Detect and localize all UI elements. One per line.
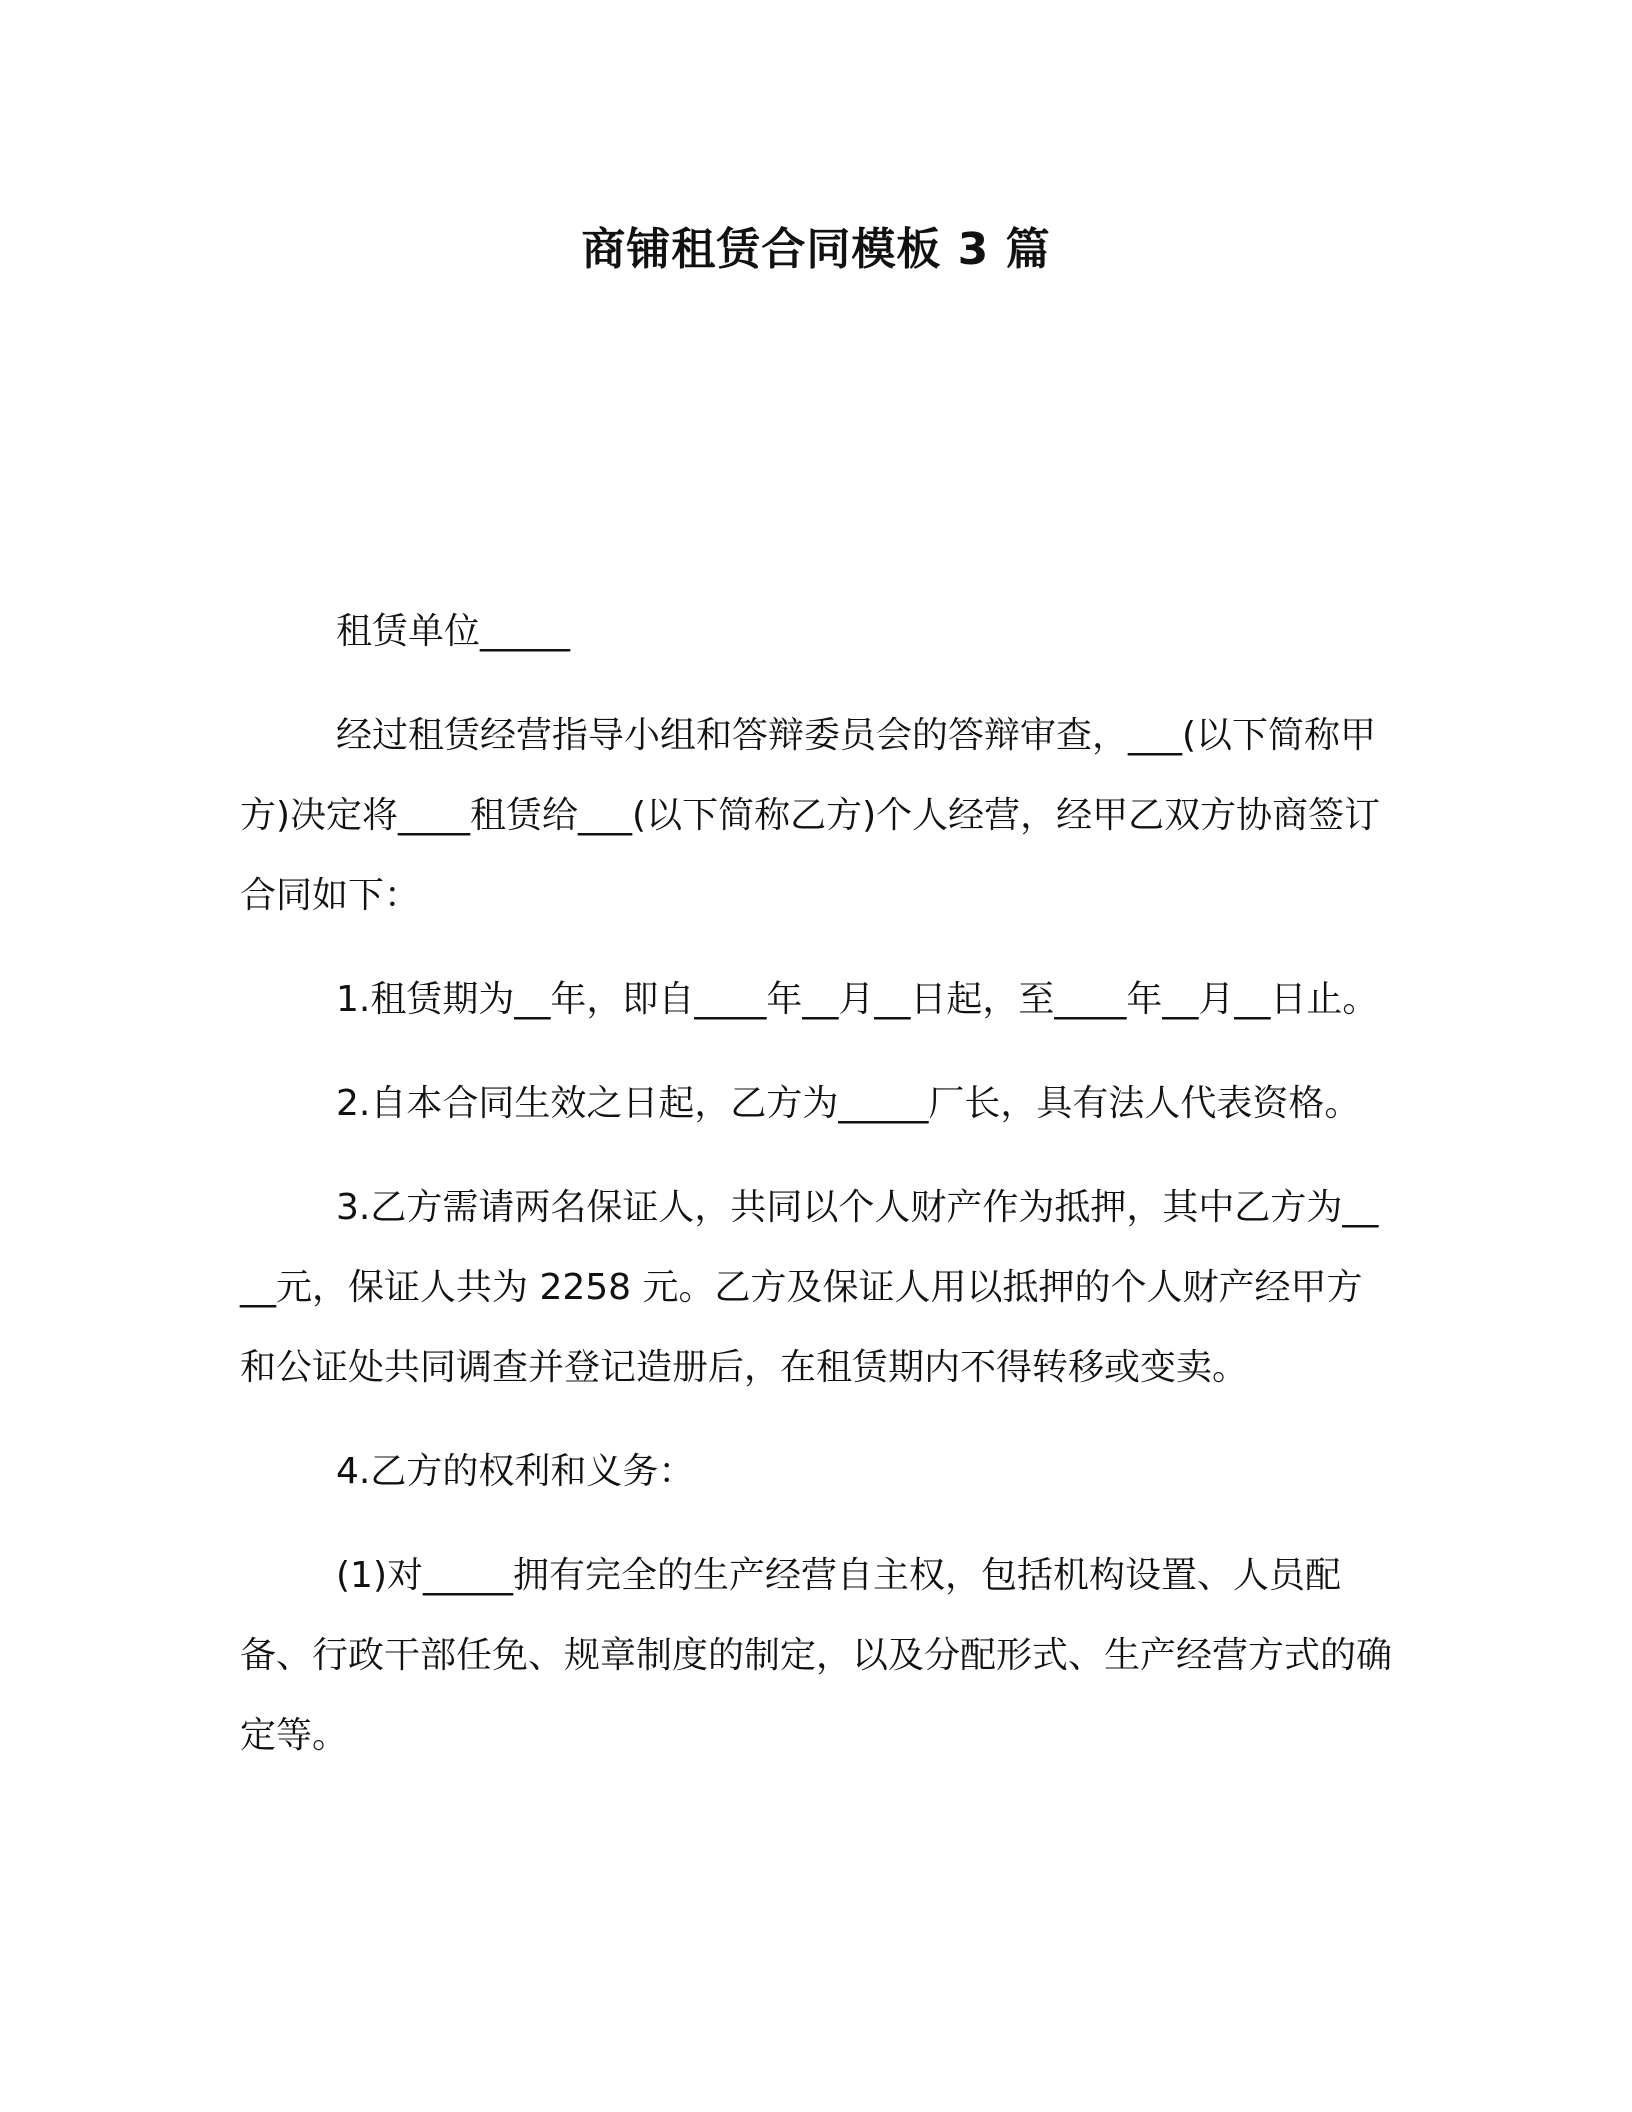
document-title: 商铺租赁合同模板 3 篇 <box>581 224 1051 275</box>
paragraph-intro: 经过租赁经营指导小组和答辩委员会的答辩审查，___(以下简称甲方)决定将____租赁给___(以下简称乙方)个人经营，经甲乙双方协商签订合同如下： <box>240 715 1381 916</box>
paragraph-lessor-unit: 租赁单位_____ <box>336 611 571 652</box>
paragraph-clause-2: 2.自本合同生效之日起，乙方为_____厂长，具有法人代表资格。 <box>336 1083 1361 1124</box>
document-body <box>240 592 1392 1800</box>
paragraph-clause-4-1: (1)对_____拥有完全的生产经营自主权，包括机构设置、人员配备、行政干部任免、规章制度的制定，以及分配形式、生产经营方式的确定等。 <box>240 1555 1393 1756</box>
paragraph-clause-3: 3.乙方需请两名保证人，共同以个人财产作为抵押，其中乙方为____元，保证人共为 2258 元。乙方及保证人用以抵押的个人财产经甲方和公证处共同调查并登记造册后，在租赁期内不得转移或变卖。 <box>240 1187 1379 1388</box>
paragraph-clause-1: 1.租赁期为__年，即自____年__月__日起，至____年__月__日止。 <box>336 979 1379 1020</box>
paragraph-clause-4: 4.乙方的权利和义务： <box>336 1451 695 1492</box>
